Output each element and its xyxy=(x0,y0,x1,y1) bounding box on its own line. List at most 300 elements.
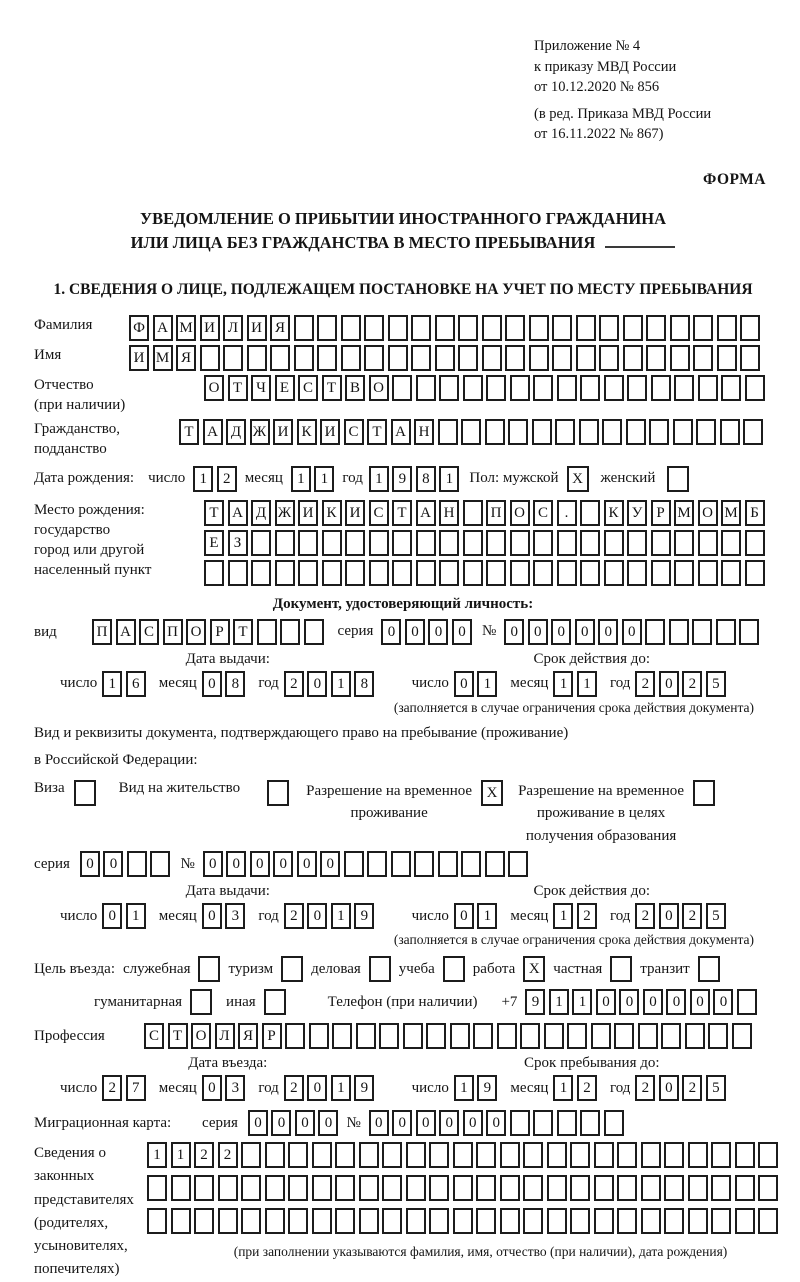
form-cell[interactable] xyxy=(711,1175,731,1201)
form-cell[interactable]: 1 xyxy=(126,903,146,929)
form-cell[interactable] xyxy=(739,619,759,645)
form-cell[interactable]: 0 xyxy=(295,1110,315,1136)
form-cell[interactable] xyxy=(309,1023,329,1049)
form-cell[interactable] xyxy=(453,1175,473,1201)
form-cell[interactable] xyxy=(698,530,718,556)
form-cell[interactable]: 1 xyxy=(369,466,389,492)
form-cell[interactable] xyxy=(429,1142,449,1168)
form-cell[interactable]: 9 xyxy=(354,903,374,929)
form-cell[interactable]: П xyxy=(163,619,183,645)
form-cell[interactable]: 1 xyxy=(553,1075,573,1101)
form-cell[interactable]: 5 xyxy=(706,903,726,929)
form-cell[interactable] xyxy=(627,530,647,556)
form-cell[interactable]: У xyxy=(627,500,647,526)
form-cell[interactable] xyxy=(627,560,647,586)
form-cell[interactable]: 1 xyxy=(147,1142,167,1168)
form-cell[interactable] xyxy=(406,1142,426,1168)
form-cell[interactable] xyxy=(382,1175,402,1201)
form-cell[interactable]: Н xyxy=(439,500,459,526)
form-cell[interactable] xyxy=(735,1208,755,1234)
purpose-private-checkbox[interactable] xyxy=(610,956,632,982)
form-cell[interactable] xyxy=(476,1175,496,1201)
form-cell[interactable]: 0 xyxy=(454,671,474,697)
form-cell[interactable] xyxy=(486,375,506,401)
form-cell[interactable] xyxy=(557,1110,577,1136)
form-cell[interactable] xyxy=(476,1142,496,1168)
form-cell[interactable] xyxy=(721,375,741,401)
form-cell[interactable]: 7 xyxy=(126,1075,146,1101)
form-cell[interactable] xyxy=(510,560,530,586)
form-cell[interactable]: Ф xyxy=(129,315,149,341)
form-cell[interactable] xyxy=(532,419,552,445)
form-cell[interactable] xyxy=(391,851,411,877)
form-cell[interactable]: О xyxy=(191,1023,211,1049)
form-cell[interactable] xyxy=(745,560,765,586)
form-cell[interactable] xyxy=(529,315,549,341)
form-cell[interactable] xyxy=(627,375,647,401)
form-cell[interactable] xyxy=(473,1023,493,1049)
form-cell[interactable]: 0 xyxy=(504,619,524,645)
form-cell[interactable]: Д xyxy=(226,419,246,445)
form-cell[interactable]: 0 xyxy=(666,989,686,1015)
form-cell[interactable] xyxy=(344,851,364,877)
purpose-study-checkbox[interactable] xyxy=(443,956,465,982)
form-cell[interactable] xyxy=(218,1175,238,1201)
form-cell[interactable]: 0 xyxy=(439,1110,459,1136)
form-cell[interactable] xyxy=(508,851,528,877)
form-cell[interactable] xyxy=(356,1023,376,1049)
form-cell[interactable] xyxy=(416,530,436,556)
form-cell[interactable]: 0 xyxy=(102,903,122,929)
form-cell[interactable] xyxy=(604,375,624,401)
form-cell[interactable] xyxy=(717,315,737,341)
form-cell[interactable] xyxy=(486,560,506,586)
form-cell[interactable] xyxy=(335,1208,355,1234)
form-cell[interactable] xyxy=(732,1023,752,1049)
form-cell[interactable] xyxy=(692,619,712,645)
form-cell[interactable]: 1 xyxy=(454,1075,474,1101)
form-cell[interactable]: 0 xyxy=(271,1110,291,1136)
form-cell[interactable] xyxy=(614,1023,634,1049)
form-cell[interactable] xyxy=(298,560,318,586)
form-cell[interactable]: 2 xyxy=(218,1142,238,1168)
form-cell[interactable]: О xyxy=(186,619,206,645)
form-cell[interactable] xyxy=(533,530,553,556)
form-cell[interactable]: М xyxy=(176,315,196,341)
form-cell[interactable]: 0 xyxy=(226,851,246,877)
form-cell[interactable]: А xyxy=(391,419,411,445)
purpose-official-checkbox[interactable] xyxy=(198,956,220,982)
visa-checkbox[interactable] xyxy=(74,780,96,806)
form-cell[interactable] xyxy=(698,560,718,586)
form-cell[interactable] xyxy=(693,315,713,341)
form-cell[interactable] xyxy=(696,419,716,445)
form-cell[interactable] xyxy=(345,560,365,586)
form-cell[interactable]: А xyxy=(228,500,248,526)
form-cell[interactable] xyxy=(341,315,361,341)
form-cell[interactable]: 6 xyxy=(126,671,146,697)
form-cell[interactable]: 3 xyxy=(225,903,245,929)
form-cell[interactable] xyxy=(298,530,318,556)
form-cell[interactable] xyxy=(646,315,666,341)
form-cell[interactable] xyxy=(580,500,600,526)
form-cell[interactable] xyxy=(247,345,267,371)
form-cell[interactable] xyxy=(147,1175,167,1201)
form-cell[interactable] xyxy=(623,315,643,341)
form-cell[interactable] xyxy=(288,1142,308,1168)
form-cell[interactable]: 1 xyxy=(577,671,597,697)
purpose-humanitarian-checkbox[interactable] xyxy=(190,989,212,1015)
form-cell[interactable] xyxy=(721,560,741,586)
form-cell[interactable] xyxy=(322,530,342,556)
form-cell[interactable] xyxy=(570,1142,590,1168)
form-cell[interactable] xyxy=(369,560,389,586)
form-cell[interactable] xyxy=(716,619,736,645)
form-cell[interactable] xyxy=(335,1175,355,1201)
form-cell[interactable]: 0 xyxy=(596,989,616,1015)
purpose-work-checkbox[interactable]: X xyxy=(523,956,545,982)
form-cell[interactable]: И xyxy=(273,419,293,445)
form-cell[interactable]: 1 xyxy=(439,466,459,492)
form-cell[interactable] xyxy=(580,375,600,401)
form-cell[interactable] xyxy=(429,1175,449,1201)
edu-permit-checkbox[interactable] xyxy=(693,780,715,806)
form-cell[interactable]: А xyxy=(203,419,223,445)
form-cell[interactable]: 0 xyxy=(202,671,222,697)
form-cell[interactable]: Е xyxy=(275,375,295,401)
form-cell[interactable]: С xyxy=(144,1023,164,1049)
form-cell[interactable] xyxy=(623,345,643,371)
form-cell[interactable] xyxy=(458,315,478,341)
form-cell[interactable] xyxy=(403,1023,423,1049)
form-cell[interactable] xyxy=(228,560,248,586)
form-cell[interactable] xyxy=(485,851,505,877)
form-cell[interactable]: 1 xyxy=(549,989,569,1015)
form-cell[interactable] xyxy=(661,1023,681,1049)
form-cell[interactable] xyxy=(674,375,694,401)
form-cell[interactable]: 1 xyxy=(477,903,497,929)
form-cell[interactable]: Т xyxy=(204,500,224,526)
form-cell[interactable]: Т xyxy=(367,419,387,445)
form-cell[interactable]: Б xyxy=(745,500,765,526)
form-cell[interactable] xyxy=(392,530,412,556)
form-cell[interactable]: 1 xyxy=(477,671,497,697)
form-cell[interactable]: 1 xyxy=(331,671,351,697)
form-cell[interactable] xyxy=(743,419,763,445)
form-cell[interactable] xyxy=(150,851,170,877)
form-cell[interactable] xyxy=(708,1023,728,1049)
form-cell[interactable] xyxy=(411,315,431,341)
form-cell[interactable] xyxy=(392,560,412,586)
form-cell[interactable]: С xyxy=(344,419,364,445)
form-cell[interactable]: И xyxy=(129,345,149,371)
form-cell[interactable] xyxy=(200,345,220,371)
form-cell[interactable] xyxy=(651,560,671,586)
form-cell[interactable] xyxy=(735,1142,755,1168)
form-cell[interactable] xyxy=(171,1208,191,1234)
form-cell[interactable] xyxy=(288,1208,308,1234)
form-cell[interactable]: 2 xyxy=(194,1142,214,1168)
form-cell[interactable] xyxy=(406,1175,426,1201)
form-cell[interactable]: З xyxy=(228,530,248,556)
form-cell[interactable] xyxy=(439,375,459,401)
form-cell[interactable] xyxy=(745,375,765,401)
form-cell[interactable]: В xyxy=(345,375,365,401)
form-cell[interactable] xyxy=(429,1208,449,1234)
form-cell[interactable]: 0 xyxy=(405,619,425,645)
form-cell[interactable] xyxy=(758,1175,778,1201)
form-cell[interactable] xyxy=(241,1142,261,1168)
form-cell[interactable] xyxy=(204,560,224,586)
form-cell[interactable] xyxy=(576,315,596,341)
form-cell[interactable]: 9 xyxy=(477,1075,497,1101)
form-cell[interactable]: И xyxy=(200,315,220,341)
form-cell[interactable] xyxy=(482,345,502,371)
form-cell[interactable] xyxy=(758,1142,778,1168)
form-cell[interactable]: С xyxy=(139,619,159,645)
form-cell[interactable] xyxy=(275,560,295,586)
form-cell[interactable]: 0 xyxy=(713,989,733,1015)
form-cell[interactable] xyxy=(740,345,760,371)
form-cell[interactable] xyxy=(523,1208,543,1234)
form-cell[interactable] xyxy=(317,315,337,341)
form-cell[interactable]: 0 xyxy=(318,1110,338,1136)
form-cell[interactable] xyxy=(567,1023,587,1049)
form-cell[interactable]: С xyxy=(533,500,553,526)
form-cell[interactable] xyxy=(651,375,671,401)
form-cell[interactable] xyxy=(720,419,740,445)
form-cell[interactable]: О xyxy=(369,375,389,401)
form-cell[interactable]: 0 xyxy=(454,903,474,929)
form-cell[interactable] xyxy=(392,375,412,401)
form-cell[interactable]: 0 xyxy=(551,619,571,645)
form-cell[interactable]: 0 xyxy=(486,1110,506,1136)
form-cell[interactable]: П xyxy=(486,500,506,526)
form-cell[interactable]: 2 xyxy=(682,671,702,697)
form-cell[interactable]: 8 xyxy=(416,466,436,492)
form-cell[interactable] xyxy=(505,345,525,371)
form-cell[interactable]: 0 xyxy=(690,989,710,1015)
form-cell[interactable] xyxy=(485,419,505,445)
form-cell[interactable] xyxy=(737,989,757,1015)
form-cell[interactable]: 0 xyxy=(250,851,270,877)
form-cell[interactable] xyxy=(670,345,690,371)
form-cell[interactable] xyxy=(505,315,525,341)
form-cell[interactable]: М xyxy=(674,500,694,526)
form-cell[interactable] xyxy=(599,345,619,371)
form-cell[interactable] xyxy=(312,1175,332,1201)
form-cell[interactable] xyxy=(416,560,436,586)
form-cell[interactable] xyxy=(369,530,389,556)
form-cell[interactable]: И xyxy=(298,500,318,526)
form-cell[interactable] xyxy=(533,375,553,401)
form-cell[interactable] xyxy=(294,315,314,341)
form-cell[interactable]: 2 xyxy=(635,903,655,929)
form-cell[interactable] xyxy=(312,1208,332,1234)
form-cell[interactable] xyxy=(604,1110,624,1136)
form-cell[interactable] xyxy=(547,1208,567,1234)
form-cell[interactable] xyxy=(341,345,361,371)
form-cell[interactable] xyxy=(458,345,478,371)
form-cell[interactable]: 1 xyxy=(291,466,311,492)
form-cell[interactable] xyxy=(673,419,693,445)
form-cell[interactable]: К xyxy=(604,500,624,526)
form-cell[interactable] xyxy=(688,1175,708,1201)
form-cell[interactable]: 1 xyxy=(331,903,351,929)
form-cell[interactable] xyxy=(523,1175,543,1201)
form-cell[interactable]: 0 xyxy=(307,671,327,697)
form-cell[interactable] xyxy=(379,1023,399,1049)
form-cell[interactable] xyxy=(435,315,455,341)
form-cell[interactable] xyxy=(388,315,408,341)
purpose-other-checkbox[interactable] xyxy=(264,989,286,1015)
form-cell[interactable]: 1 xyxy=(193,466,213,492)
form-cell[interactable]: О xyxy=(698,500,718,526)
form-cell[interactable] xyxy=(510,1110,530,1136)
form-cell[interactable] xyxy=(364,315,384,341)
form-cell[interactable]: 0 xyxy=(659,671,679,697)
form-cell[interactable]: 2 xyxy=(577,1075,597,1101)
form-cell[interactable] xyxy=(414,851,434,877)
form-cell[interactable]: 0 xyxy=(416,1110,436,1136)
form-cell[interactable]: 1 xyxy=(553,671,573,697)
form-cell[interactable]: 2 xyxy=(682,1075,702,1101)
form-cell[interactable] xyxy=(275,530,295,556)
form-cell[interactable] xyxy=(382,1142,402,1168)
form-cell[interactable] xyxy=(664,1175,684,1201)
form-cell[interactable] xyxy=(649,419,669,445)
form-cell[interactable] xyxy=(544,1023,564,1049)
form-cell[interactable]: Т xyxy=(233,619,253,645)
form-cell[interactable]: Н xyxy=(414,419,434,445)
form-cell[interactable] xyxy=(580,530,600,556)
form-cell[interactable] xyxy=(453,1208,473,1234)
form-cell[interactable] xyxy=(745,530,765,556)
form-cell[interactable]: Ч xyxy=(251,375,271,401)
form-cell[interactable]: 0 xyxy=(381,619,401,645)
form-cell[interactable]: 0 xyxy=(307,1075,327,1101)
form-cell[interactable] xyxy=(438,419,458,445)
form-cell[interactable] xyxy=(717,345,737,371)
form-cell[interactable] xyxy=(257,619,277,645)
form-cell[interactable] xyxy=(576,345,596,371)
form-cell[interactable] xyxy=(359,1142,379,1168)
form-cell[interactable] xyxy=(265,1175,285,1201)
form-cell[interactable]: Я xyxy=(238,1023,258,1049)
form-cell[interactable] xyxy=(463,375,483,401)
form-cell[interactable] xyxy=(359,1208,379,1234)
form-cell[interactable] xyxy=(594,1142,614,1168)
form-cell[interactable] xyxy=(510,530,530,556)
form-cell[interactable]: 3 xyxy=(225,1075,245,1101)
form-cell[interactable]: 0 xyxy=(463,1110,483,1136)
form-cell[interactable]: 0 xyxy=(392,1110,412,1136)
form-cell[interactable] xyxy=(508,419,528,445)
form-cell[interactable] xyxy=(285,1023,305,1049)
form-cell[interactable]: Р xyxy=(210,619,230,645)
form-cell[interactable] xyxy=(510,375,530,401)
form-cell[interactable]: 5 xyxy=(706,671,726,697)
form-cell[interactable] xyxy=(580,1110,600,1136)
form-cell[interactable]: Т xyxy=(392,500,412,526)
form-cell[interactable]: 2 xyxy=(102,1075,122,1101)
form-cell[interactable] xyxy=(711,1142,731,1168)
purpose-transit-checkbox[interactable] xyxy=(698,956,720,982)
form-cell[interactable]: С xyxy=(369,500,389,526)
form-cell[interactable]: А xyxy=(416,500,436,526)
form-cell[interactable]: 0 xyxy=(659,1075,679,1101)
form-cell[interactable] xyxy=(367,851,387,877)
form-cell[interactable] xyxy=(523,1142,543,1168)
form-cell[interactable]: Ж xyxy=(275,500,295,526)
form-cell[interactable] xyxy=(604,530,624,556)
form-cell[interactable] xyxy=(698,375,718,401)
form-cell[interactable]: 0 xyxy=(80,851,100,877)
form-cell[interactable]: 0 xyxy=(320,851,340,877)
form-cell[interactable]: О xyxy=(510,500,530,526)
form-cell[interactable]: 0 xyxy=(202,903,222,929)
form-cell[interactable] xyxy=(547,1142,567,1168)
form-cell[interactable]: 5 xyxy=(706,1075,726,1101)
form-cell[interactable] xyxy=(570,1175,590,1201)
form-cell[interactable] xyxy=(463,530,483,556)
form-cell[interactable] xyxy=(486,530,506,556)
form-cell[interactable]: 9 xyxy=(525,989,545,1015)
form-cell[interactable] xyxy=(345,530,365,556)
form-cell[interactable] xyxy=(688,1208,708,1234)
form-cell[interactable] xyxy=(382,1208,402,1234)
form-cell[interactable] xyxy=(463,560,483,586)
form-cell[interactable]: 8 xyxy=(225,671,245,697)
form-cell[interactable] xyxy=(617,1142,637,1168)
form-cell[interactable] xyxy=(335,1142,355,1168)
form-cell[interactable]: 2 xyxy=(284,903,304,929)
form-cell[interactable]: 0 xyxy=(598,619,618,645)
form-cell[interactable]: 0 xyxy=(369,1110,389,1136)
form-cell[interactable]: 2 xyxy=(284,671,304,697)
form-cell[interactable] xyxy=(223,345,243,371)
form-cell[interactable]: 2 xyxy=(635,1075,655,1101)
form-cell[interactable]: Е xyxy=(204,530,224,556)
form-cell[interactable] xyxy=(406,1208,426,1234)
form-cell[interactable] xyxy=(599,315,619,341)
form-cell[interactable] xyxy=(218,1208,238,1234)
form-cell[interactable]: М xyxy=(153,345,173,371)
form-cell[interactable] xyxy=(317,345,337,371)
form-cell[interactable] xyxy=(171,1175,191,1201)
form-cell[interactable]: 9 xyxy=(392,466,412,492)
form-cell[interactable] xyxy=(426,1023,446,1049)
form-cell[interactable]: 0 xyxy=(528,619,548,645)
form-cell[interactable] xyxy=(461,851,481,877)
form-cell[interactable]: 0 xyxy=(103,851,123,877)
form-cell[interactable] xyxy=(332,1023,352,1049)
form-cell[interactable] xyxy=(693,345,713,371)
form-cell[interactable] xyxy=(194,1208,214,1234)
form-cell[interactable]: 1 xyxy=(553,903,573,929)
form-cell[interactable] xyxy=(688,1142,708,1168)
form-cell[interactable]: И xyxy=(345,500,365,526)
form-cell[interactable] xyxy=(557,560,577,586)
form-cell[interactable] xyxy=(641,1142,661,1168)
form-cell[interactable] xyxy=(497,1023,517,1049)
form-cell[interactable] xyxy=(304,619,324,645)
form-cell[interactable] xyxy=(533,1110,553,1136)
form-cell[interactable] xyxy=(557,530,577,556)
form-cell[interactable] xyxy=(359,1175,379,1201)
form-cell[interactable] xyxy=(411,345,431,371)
form-cell[interactable]: 0 xyxy=(619,989,639,1015)
